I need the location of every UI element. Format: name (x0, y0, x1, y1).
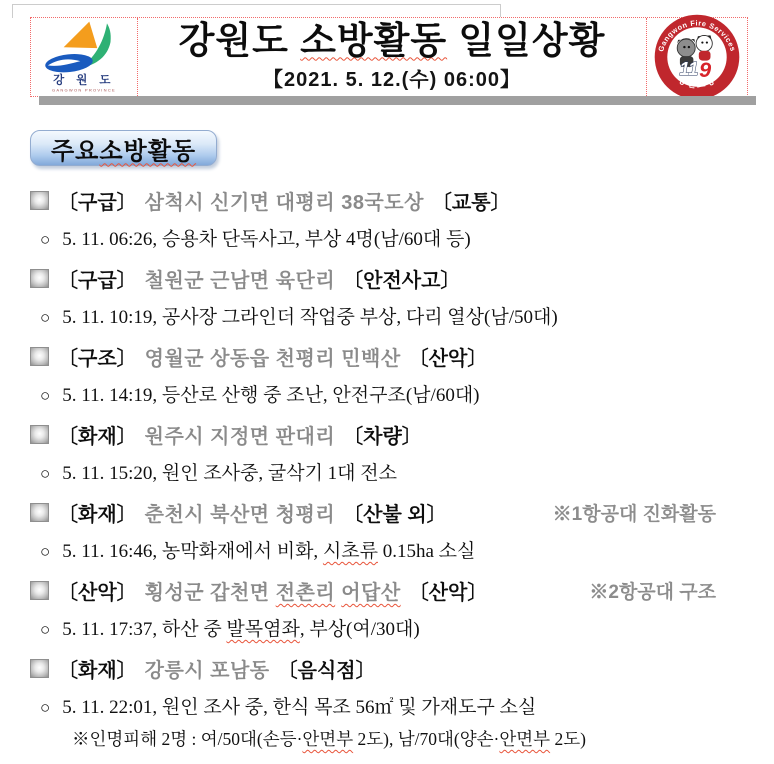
item-location: 강릉시 포남동 (144, 660, 270, 682)
item-location: 횡성군 갑천면 전촌리 어답산 (144, 582, 401, 604)
activity-item (30, 342, 760, 407)
svg-text:9: 9 (699, 56, 712, 82)
svg-text:강원소방: 강원소방 (676, 74, 718, 90)
editor-guide-tick (12, 4, 13, 18)
page-title: 강원도 소방활동 일일상황 (178, 19, 606, 61)
square-bullet-icon (30, 347, 49, 366)
activity-list (30, 186, 760, 764)
item-detail-row (30, 536, 760, 563)
item-location: 원주시 지정면 판대리 (144, 426, 336, 448)
square-bullet-icon (30, 191, 49, 210)
item-subcategory: 〔음식점〕 (277, 660, 376, 682)
item-category: 〔화재〕 (58, 426, 137, 448)
circle-bullet-icon: ○ (40, 386, 51, 405)
fire-service-emblem (646, 18, 747, 96)
item-annotation: ※2항공대 구조 (589, 582, 716, 603)
item-detail-text: 5. 11. 22:01, 원인 조사 중, 한식 목조 56㎡ 및 가재도구 소실 (62, 697, 537, 718)
square-bullet-icon (30, 659, 49, 678)
section-badge-major-activities: 주요 소방활동 (30, 130, 217, 166)
square-bullet-icon (30, 425, 49, 444)
item-detail-text: 5. 11. 17:37, 하산 중 발목염좌, 부상(여/30대) (62, 619, 420, 640)
activity-item (30, 576, 760, 641)
item-detail-row (30, 614, 760, 641)
item-category: 〔화재〕 (58, 660, 137, 682)
circle-bullet-icon: ○ (40, 464, 51, 483)
activity-item (30, 264, 760, 329)
circle-bullet-icon: ○ (40, 230, 51, 249)
item-category: 〔산악〕 (58, 582, 137, 604)
item-category: 〔구조〕 (58, 348, 137, 370)
editor-guide-line (12, 4, 501, 5)
item-subcategory: 〔산악〕 (408, 348, 488, 370)
item-location: 춘천시 북산면 청평리 (144, 504, 336, 526)
fire-service-emblem-icon (652, 12, 742, 102)
title-block (138, 18, 646, 96)
item-note: ※인명피해 2명 : 여/50대(손등·안면부 2도), 남/70대(양손·안면부 2도) (72, 729, 586, 749)
item-detail-row (30, 224, 760, 251)
square-bullet-icon (30, 269, 49, 288)
item-detail-text: 5. 11. 14:19, 등산로 산행 중 조난, 안전구조(남/60대) (62, 385, 480, 406)
item-location: 삼척시 신기면 대평리 38국도상 (144, 192, 424, 214)
item-subcategory: 〔교통〕 (431, 192, 511, 214)
circle-bullet-icon: ○ (40, 698, 51, 717)
item-header-row (30, 576, 760, 605)
item-category: 〔구급〕 (58, 270, 137, 292)
item-header-row (30, 186, 760, 215)
item-header-row (30, 498, 760, 527)
item-category: 〔화재〕 (58, 504, 137, 526)
item-detail-text: 5. 11. 16:46, 농막화재에서 비화, 시초류 0.15ha 소실 (62, 541, 476, 562)
item-subcategory: 〔안전사고〕 (343, 270, 461, 292)
activity-item (30, 420, 760, 485)
square-bullet-icon (30, 581, 49, 600)
item-annotation: ※1항공대 진화활동 (552, 504, 716, 525)
gangwon-province-logo (31, 18, 138, 96)
item-header-row (30, 264, 760, 293)
item-location: 영월군 상동읍 천평리 민백산 (144, 348, 401, 370)
circle-bullet-icon: ○ (40, 620, 51, 639)
document-header (30, 17, 748, 97)
item-detail-row (30, 692, 760, 719)
svg-text:11: 11 (679, 59, 699, 80)
item-header-row (30, 420, 760, 449)
item-detail-row (30, 302, 760, 329)
item-header-row (30, 342, 760, 371)
svg-text:GANGWON PROVINCE: GANGWON PROVINCE (52, 87, 116, 93)
item-subcategory: 〔산불 외〕 (343, 504, 447, 526)
circle-bullet-icon: ○ (40, 308, 51, 327)
square-bullet-icon (30, 503, 49, 522)
item-header-row (30, 654, 760, 683)
report-datetime: 【2021. 5. 12.(수) 06:00】 (263, 69, 521, 92)
activity-item (30, 498, 760, 563)
svg-text:Gangwon Fire Services: Gangwon Fire Services (656, 18, 738, 53)
item-subcategory: 〔산악〕 (408, 582, 488, 604)
activity-item (30, 654, 760, 751)
item-detail-row (30, 458, 760, 485)
item-subcategory: 〔차량〕 (343, 426, 422, 448)
gangwon-province-logo-icon (35, 19, 133, 95)
item-detail-text: 5. 11. 10:19, 공사장 그라인더 작업중 부상, 다리 열상(남/50대) (62, 307, 558, 328)
activity-item (30, 186, 760, 251)
item-detail-text: 5. 11. 06:26, 승용차 단독사고, 부상 4명(남/60대 등) (62, 229, 471, 250)
item-detail-text: 5. 11. 15:20, 원인 조사중, 굴삭기 1대 전소 (62, 463, 397, 484)
item-category: 〔구급〕 (58, 192, 137, 214)
header-drop-shadow (39, 96, 756, 105)
svg-text:강 원 도: 강 원 도 (53, 74, 115, 87)
editor-guide-tick (500, 4, 501, 18)
circle-bullet-icon: ○ (40, 542, 51, 561)
item-location: 철원군 근남면 육단리 (144, 270, 336, 292)
item-detail-row (30, 380, 760, 407)
